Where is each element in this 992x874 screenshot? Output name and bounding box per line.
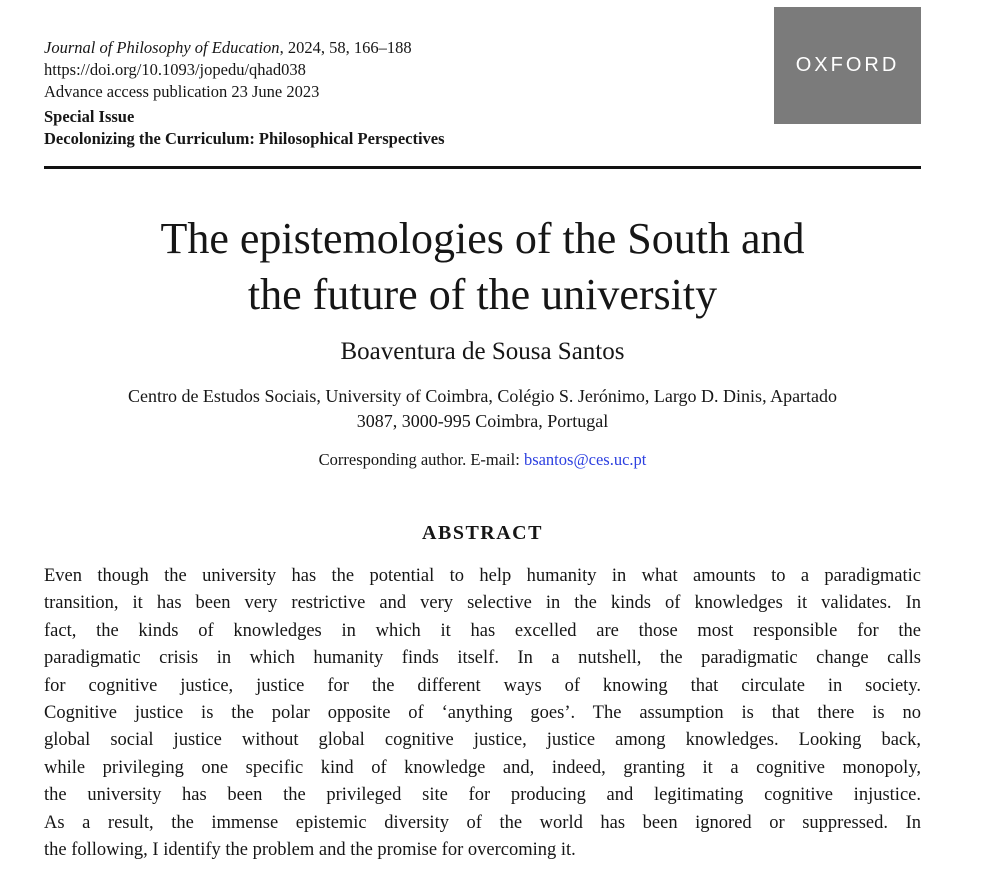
oxford-logo: [774, 7, 921, 124]
advance-access-date: Advance access publication 23 June 2023: [44, 82, 320, 101]
abstract-line: Cognitive justice is the polar opposite of ‘anything goes’. The assumption is that there is no: [44, 703, 921, 724]
affiliation-line-1: Centro de Estudos Sociais, University of Coimbra, Colégio S. Jerónimo, Largo D. Dinis, Apartado: [127, 386, 838, 406]
doi-link[interactable]: https://doi.org/10.1093/jopedu/qhad038: [44, 60, 306, 79]
abstract-line: paradigmatic crisis in which humanity finds itself. In a nutshell, the paradigmatic change calls: [44, 648, 921, 669]
abstract-line: while privileging one specific kind of knowledge and, indeed, granting it a cognitive monopoly,: [44, 757, 921, 778]
article-title-line-2: the future of the university: [247, 270, 718, 319]
volume-pages: , 2024, 58, 166–188: [279, 38, 412, 57]
article-title-line-1: The epistemologies of the South and: [160, 214, 805, 263]
affiliation-line-2: 3087, 3000-995 Coimbra, Portugal: [356, 411, 609, 431]
corresponding-label: Corresponding author. E-mail:: [318, 450, 524, 469]
issue-type: Special Issue: [44, 107, 135, 126]
corresponding-author: [44, 449, 921, 471]
issue-title: Decolonizing the Curriculum: Philosophical Perspectives: [44, 129, 445, 148]
journal-citation: [44, 37, 445, 59]
journal-name: Journal of Philosophy of Education: [44, 38, 280, 57]
abstract-line: global social justice without global cognitive justice, justice among knowledges. Looking back,: [44, 730, 921, 751]
abstract-line: fact, the kinds of knowledges in which it has excelled are those most responsible for the: [44, 620, 921, 641]
author-affiliation: [44, 384, 921, 434]
abstract-line: Even though the university has the potential to help humanity in what amounts to a paradigmatic: [44, 566, 921, 586]
author-name: Boaventura de Sousa Santos: [340, 338, 625, 365]
article-title: [44, 211, 921, 323]
abstract-line: As a result, the immense epistemic diversity of the world has been ignored or suppressed. In: [44, 812, 921, 833]
article-metadata: [44, 37, 445, 150]
abstract-heading: ABSTRACT: [422, 522, 543, 544]
abstract-line: transition, it has been very restrictive and very selective in the kinds of knowledges it validates. In: [44, 593, 921, 614]
header-divider: [44, 166, 921, 169]
abstract-text: [44, 563, 921, 864]
oxford-logo-text: OXFORD: [795, 54, 900, 76]
email-link[interactable]: bsantos@ces.uc.pt: [523, 450, 647, 469]
abstract-line: for cognitive justice, justice for the different ways of knowing that circulate in society.: [44, 675, 921, 696]
abstract-line: the university has been the privileged site for producing and legitimating cognitive injustice.: [44, 785, 921, 806]
abstract-line: the following, I identify the problem and the promise for overcoming it.: [44, 840, 576, 861]
